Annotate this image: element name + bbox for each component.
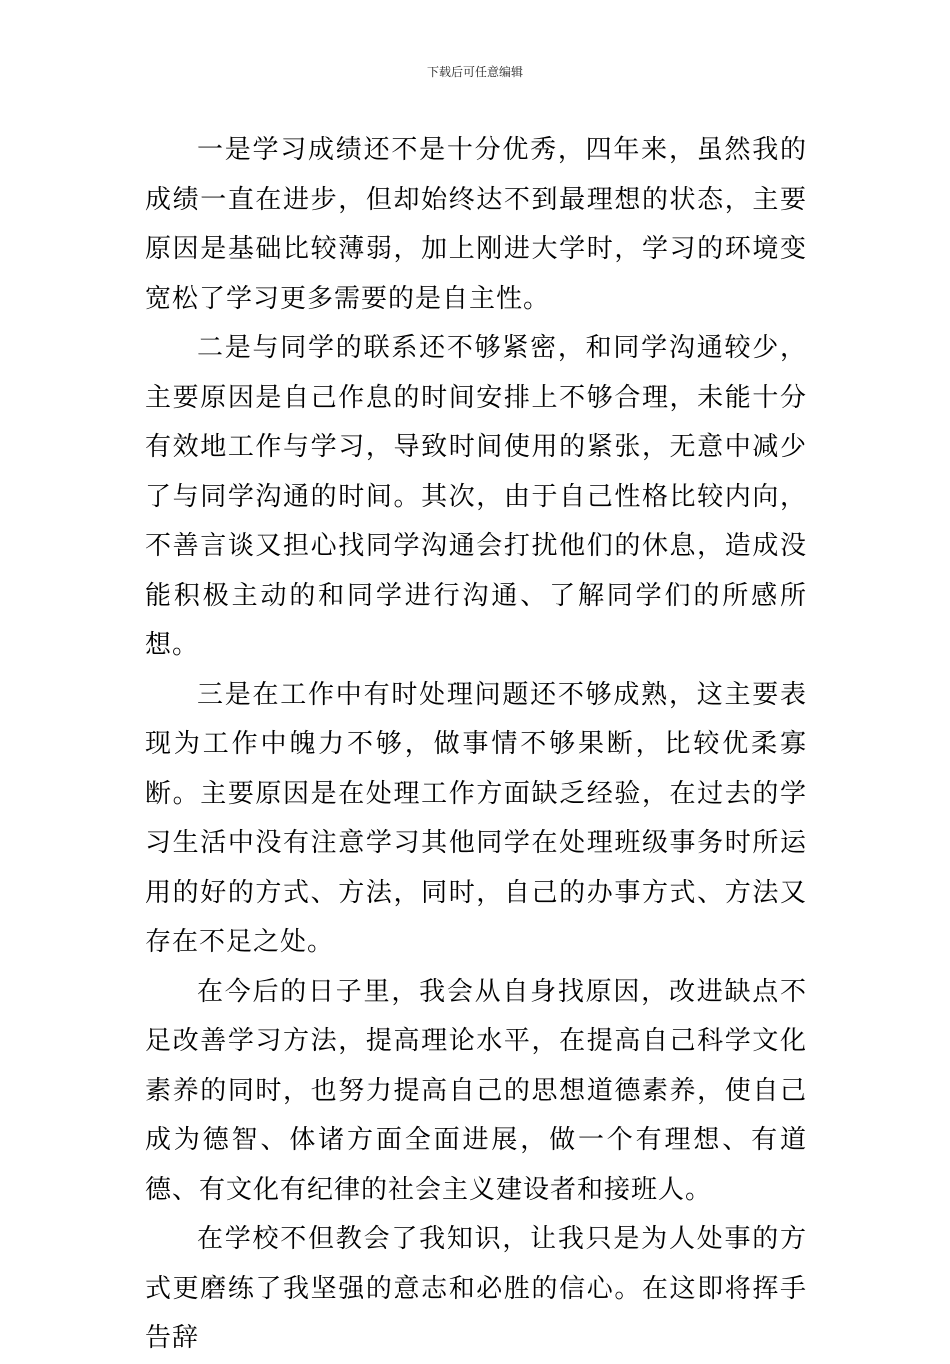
paragraph-4: 在今后的日子里，我会从自身找原因，改进缺点不足改善学习方法，提高理论水平，在提高自己科学文化素养的同时，也努力提高自己的思想道德素养，使自己成为德智、体诸方面全面进展，做一个有理想、有道德、有文化有纪律的社会主义建设者和接班人。 bbox=[145, 976, 807, 1205]
document-body bbox=[145, 126, 807, 1364]
paragraph-5: 在学校不但教会了我知识，让我只是为人处事的方式更磨练了我坚强的意志和必胜的信心。在这即将挥手告辞 bbox=[145, 1224, 807, 1353]
paragraph-2: 二是与同学的联系还不够紧密，和同学沟通较少，主要原因是自己作息的时间安排上不够合理，未能十分有效地工作与学习，导致时间使用的紧张，无意中减少了与同学沟通的时间。其次，由于自己性格比较内向，不善言谈又担心找同学沟通会打扰他们的休息，造成没能积极主动的和同学进行沟通、了解同学们的所感所想。 bbox=[145, 333, 807, 660]
paragraph-3: 三是在工作中有时处理问题还不够成熟，这主要表现为工作中魄力不够，做事情不够果断，比较优柔寡断。主要原因是在处理工作方面缺乏经验，在过去的学习生活中没有注意学习其他同学在处理班级事务时所运用的好的方式、方法，同时，自己的办事方式、方法又存在不足之处。 bbox=[145, 679, 807, 957]
page-header-note: 下载后可任意编辑 bbox=[426, 65, 523, 79]
paragraph-1: 一是学习成绩还不是十分优秀，四年来，虽然我的成绩一直在进步，但却始终达不到最理想的状态，主要原因是基础比较薄弱，加上刚进大学时，学习的环境变宽松了学习更多需要的是自主性。 bbox=[145, 135, 807, 314]
